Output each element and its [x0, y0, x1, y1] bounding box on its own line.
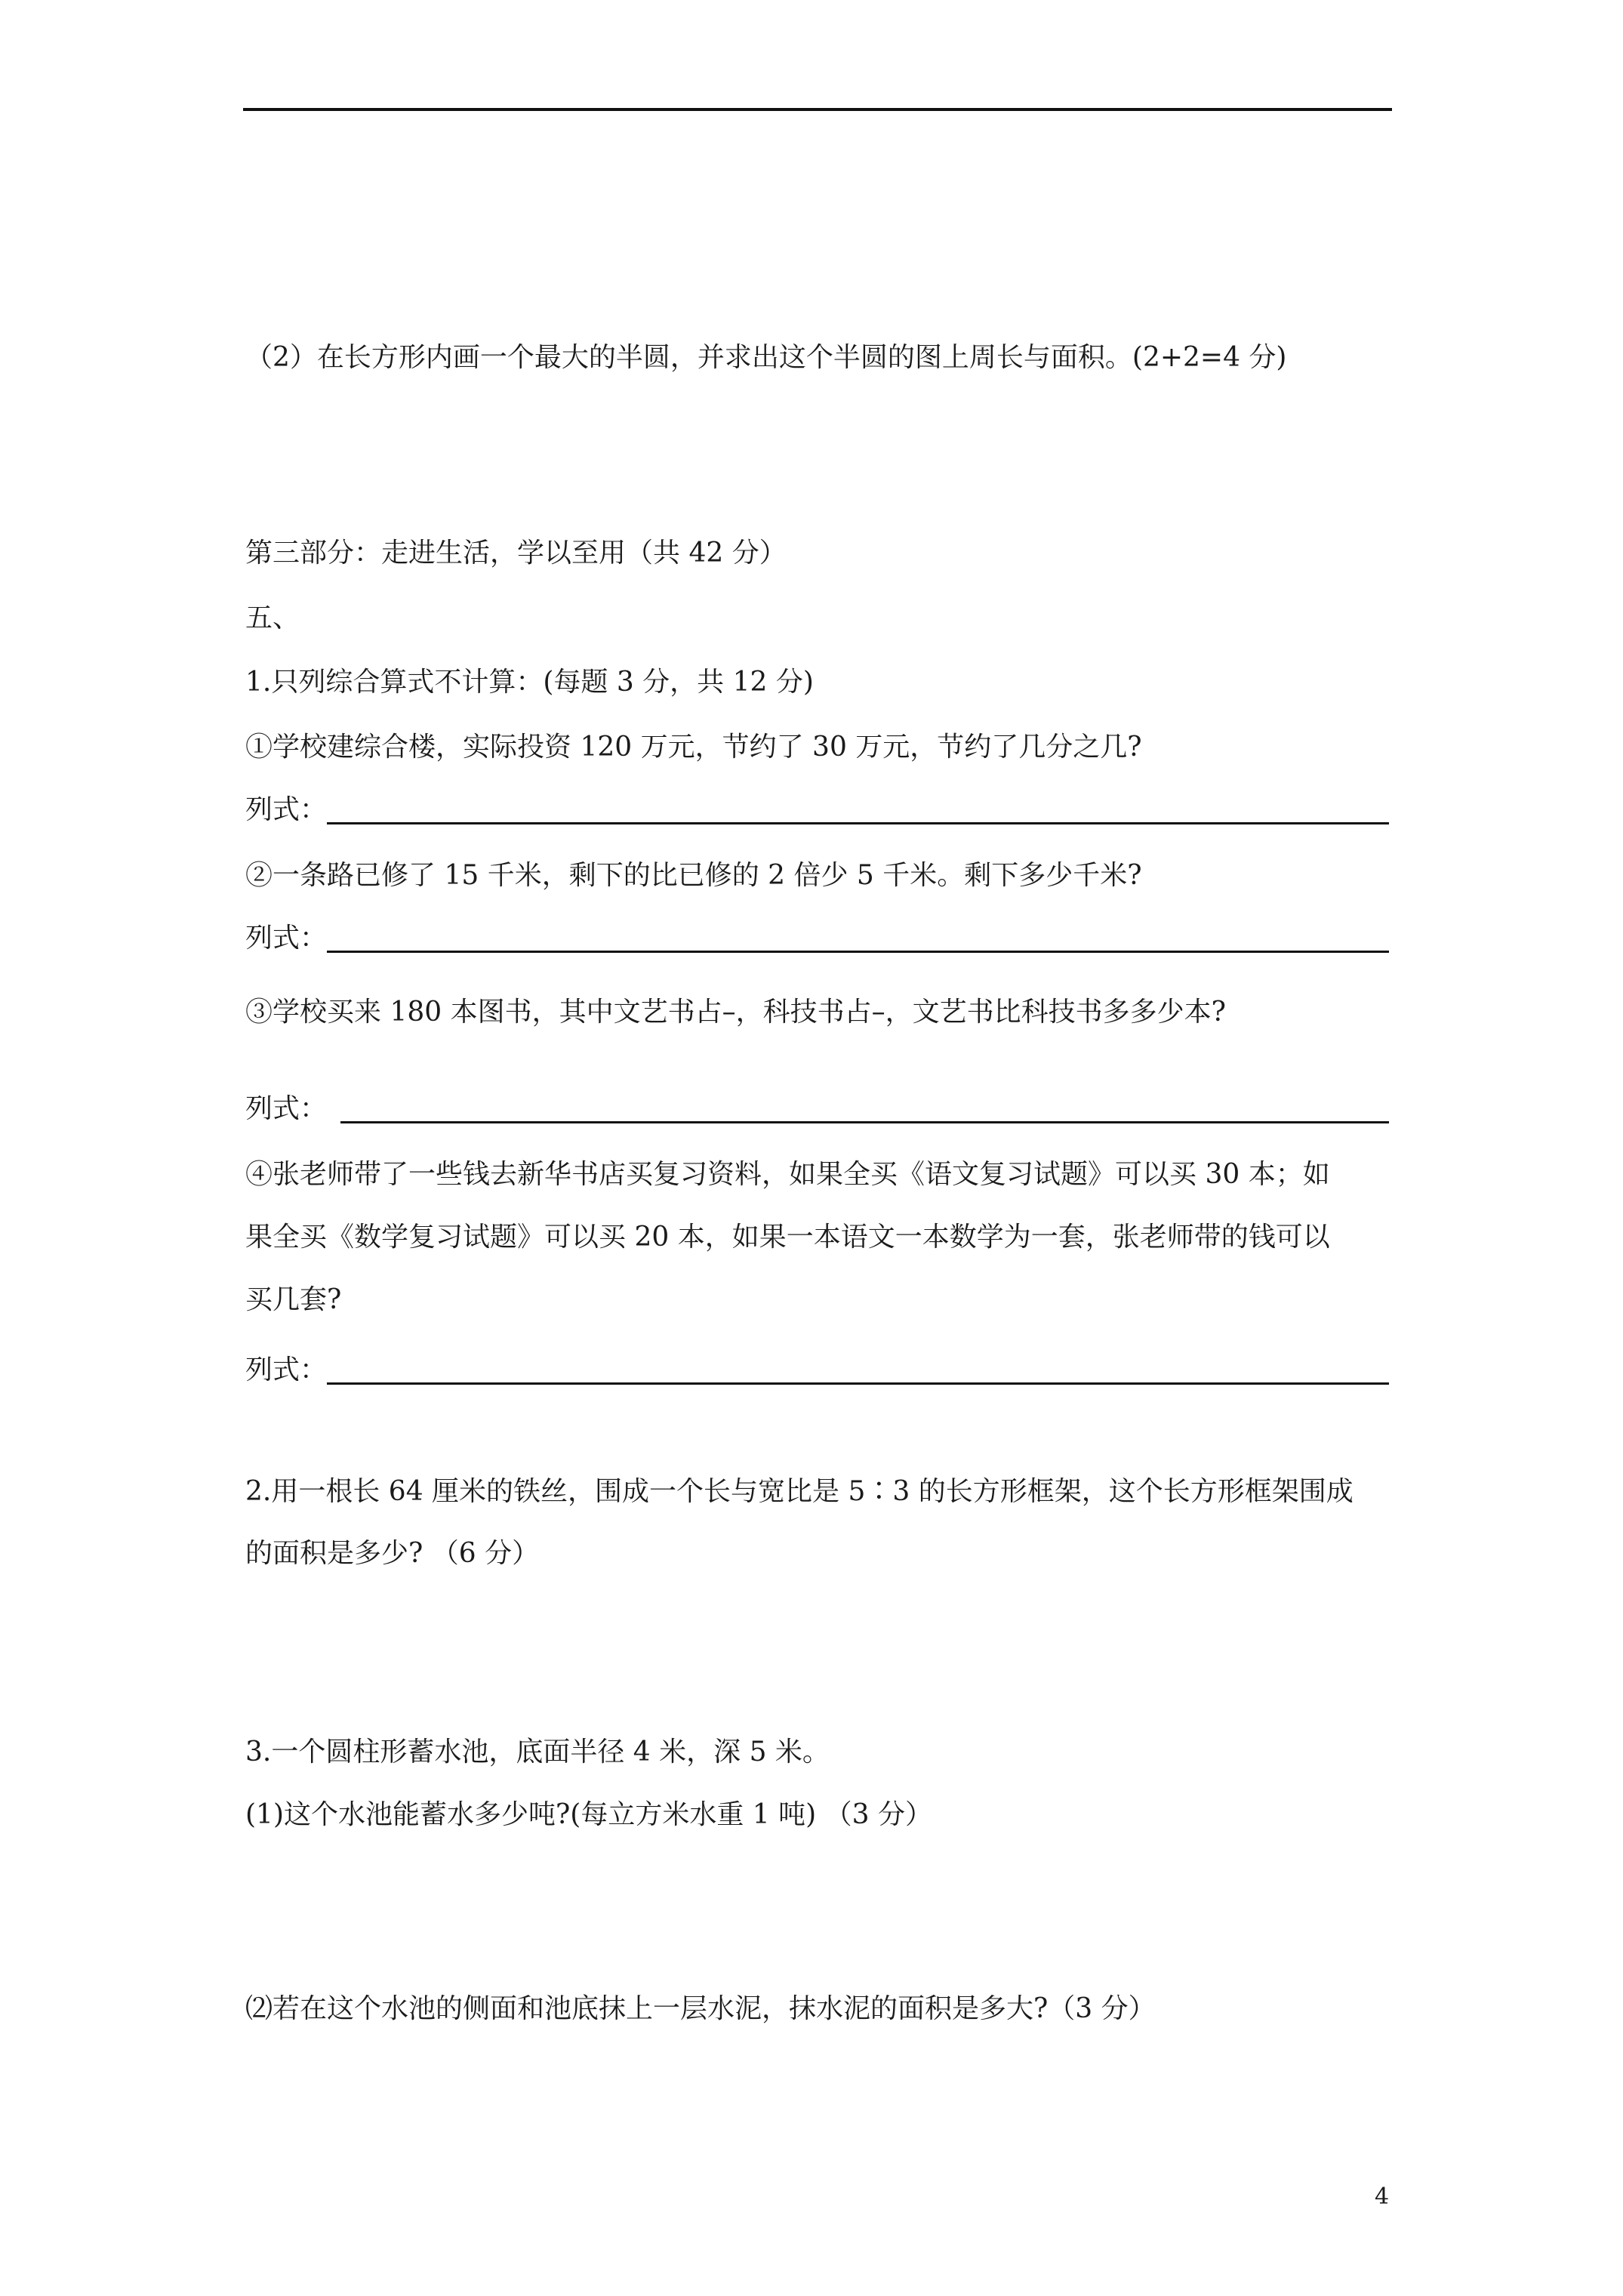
- question-1-3-text-c: ，文艺书比科技书多多少本?: [885, 997, 1226, 1028]
- question-1-4-line-3: 买几套?: [245, 1284, 342, 1315]
- question-4-2: （2）在长方形内画一个最大的半圆，并求出这个半圆的图上周长与面积。(2+2=4 分): [245, 342, 1287, 373]
- question-2-line-1: 2.用一根长 64 厘米的铁丝，围成一个长与宽比是 5∶3 的长方形框架，这个长方形框架围成: [245, 1476, 1354, 1507]
- fraction-placeholder-2: –: [871, 997, 885, 1028]
- answer-label: 列式：: [245, 794, 328, 825]
- answer-row-1: [245, 793, 1389, 827]
- question-1-title: 1.只列综合算式不计算：(每题 3 分，共 12 分): [245, 667, 814, 698]
- question-1-2: ②一条路已修了 15 千米，剩下的比已修的 2 倍少 5 千米。剩下多少千米?: [245, 860, 1142, 891]
- answer-label: 列式：: [245, 923, 328, 954]
- header-rule: [243, 108, 1392, 111]
- question-3-1: (1)这个水池能蓄水多少吨?(每立方米水重 1 吨) （3 分）: [245, 1799, 932, 1830]
- part-3-title: 第三部分：走进生活，学以至用（共 42 分）: [245, 538, 787, 569]
- page-number: 4: [1375, 2184, 1390, 2210]
- question-3-2: ⑵若在这个水池的侧面和池底抹上一层水泥，抹水泥的面积是多大?（3 分）: [245, 1993, 1156, 2024]
- question-1-3-text-a: ③学校买来 180 本图书，其中文艺书占: [245, 997, 722, 1028]
- fraction-placeholder-1: –: [722, 997, 736, 1028]
- question-1-3: [245, 995, 1226, 1030]
- question-1-4-line-1: ④张老师带了一些钱去新华书店买复习资料，如果全买《语文复习试题》可以买 30 本；如: [245, 1159, 1330, 1190]
- answer-row-2: [245, 921, 1389, 956]
- answer-blank[interactable]: [327, 1382, 1389, 1385]
- section-5-heading: 五、: [245, 603, 300, 633]
- question-1-4-line-2: 果全买《数学复习试题》可以买 20 本，如果一本语文一本数学为一套，张老师带的钱可以: [245, 1222, 1330, 1253]
- question-1-1: ①学校建综合楼，实际投资 120 万元，节约了 30 万元，节约了几分之几?: [245, 732, 1142, 763]
- question-3-title: 3.一个圆柱形蓄水池，底面半径 4 米，深 5 米。: [245, 1737, 830, 1767]
- answer-blank[interactable]: [327, 822, 1389, 824]
- answer-blank[interactable]: [327, 951, 1389, 953]
- answer-label: 列式：: [245, 1354, 328, 1385]
- question-1-3-text-b: ，科技书占: [735, 997, 872, 1028]
- answer-blank[interactable]: [340, 1121, 1389, 1123]
- answer-row-4: [245, 1353, 1389, 1388]
- question-2-line-2: 的面积是多少? （6 分）: [245, 1538, 540, 1569]
- answer-label: 列式：: [245, 1093, 328, 1124]
- answer-row-3: [245, 1092, 1389, 1126]
